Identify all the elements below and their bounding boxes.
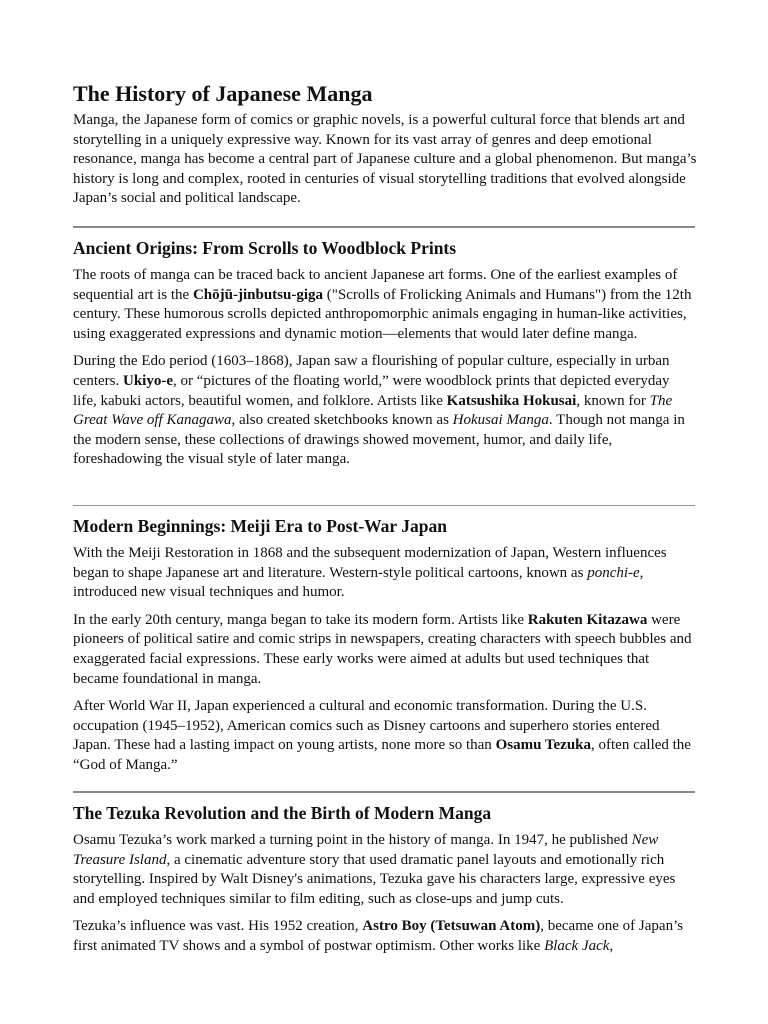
section-modern-beginnings <box>73 505 695 776</box>
section-ancient-origins <box>73 226 695 470</box>
intro-paragraph: Manga, the Japanese form of comics or graphic novels, is a powerful cultural force that blends art and storytelling in a uniquely expressive way. Known for its vast array of genres and deep emotional resonance, manga has become a central part of Japanese culture and a global phenomenon. But manga’s history is long and complex, rooted in centuries of visual storytelling traditions that evolved alongside Japan’s social and political landscape. <box>73 112 697 207</box>
paragraph: Osamu Tezuka’s work marked a turning point in the history of manga. In 1947, he published New Treasure Island, a cinematic adventure story that used dramatic panel layouts and emotionally rich storytelling. Inspired by Walt Disney's animations, Tezuka gave his characters large, expressive eyes and employed techniques similar to film editing, such as close-ups and jump cuts. <box>73 832 676 907</box>
paragraph: After World War II, Japan experienced a cultural and economic transformation. During the U.S. occupation (1945–1952), American comics such as Disney cartoons and superhero stories entered Japan. These had a lasting impact on young artists, none more so than Osamu Tezuka, often called the “God of Manga.” <box>73 698 691 773</box>
paragraph: Tezuka’s influence was vast. His 1952 creation, Astro Boy (Tetsuwan Atom), became one of Japan’s first animated TV shows and a symbol of postwar optimism. Other works like Black Jack, <box>73 918 684 954</box>
page-title: The History of Japanese Manga <box>73 81 373 106</box>
section-divider <box>73 226 695 228</box>
section-heading: Ancient Origins: From Scrolls to Woodblock Prints <box>73 238 457 258</box>
section-heading: Modern Beginnings: Meiji Era to Post-War Japan <box>73 516 447 536</box>
section-heading: The Tezuka Revolution and the Birth of Modern Manga <box>73 803 492 823</box>
paragraph: The roots of manga can be traced back to ancient Japanese art forms. One of the earliest examples of sequential art is the Chōjū-jinbutsu-giga ("Scrolls of Frolicking Animals and Humans") from the 12th century. These humorous scrolls depicted anthropomorphic animals engaging in human-like activities, using exaggerated expressions and dynamic motion—elements that would later define manga. <box>73 267 692 342</box>
section-tezuka-revolution <box>73 791 695 957</box>
section-divider <box>73 505 695 506</box>
section-divider <box>73 791 695 793</box>
paragraph: With the Meiji Restoration in 1868 and the subsequent modernization of Japan, Western influences began to shape Japanese art and literature. Western-style political cartoons, known as ponchi-e, introduced new visual techniques and humor. <box>73 545 667 601</box>
paragraph: In the early 20th century, manga began to take its modern form. Artists like Rakuten Kitazawa were pioneers of political satire and comic strips in newspapers, creating characters with speech bubbles and exaggerated facial expressions. These early works were aimed at adults but used techniques that became foundational in manga. <box>73 611 692 687</box>
paragraph: During the Edo period (1603–1868), Japan saw a flourishing of popular culture, especially in urban centers. Ukiyo-e, or “pictures of the floating world,” were woodblock prints that depicted everyday life, kabuki actors, beautiful women, and folklore. Artists like Katsushika Hokusai, known for The Great Wave off Kanagawa, also created sketchbooks known as Hokusai Manga. Though not manga in the modern sense, these collections of drawings showed movement, humor, and daily life, foreshadowing the visual style of later manga. <box>73 353 685 468</box>
